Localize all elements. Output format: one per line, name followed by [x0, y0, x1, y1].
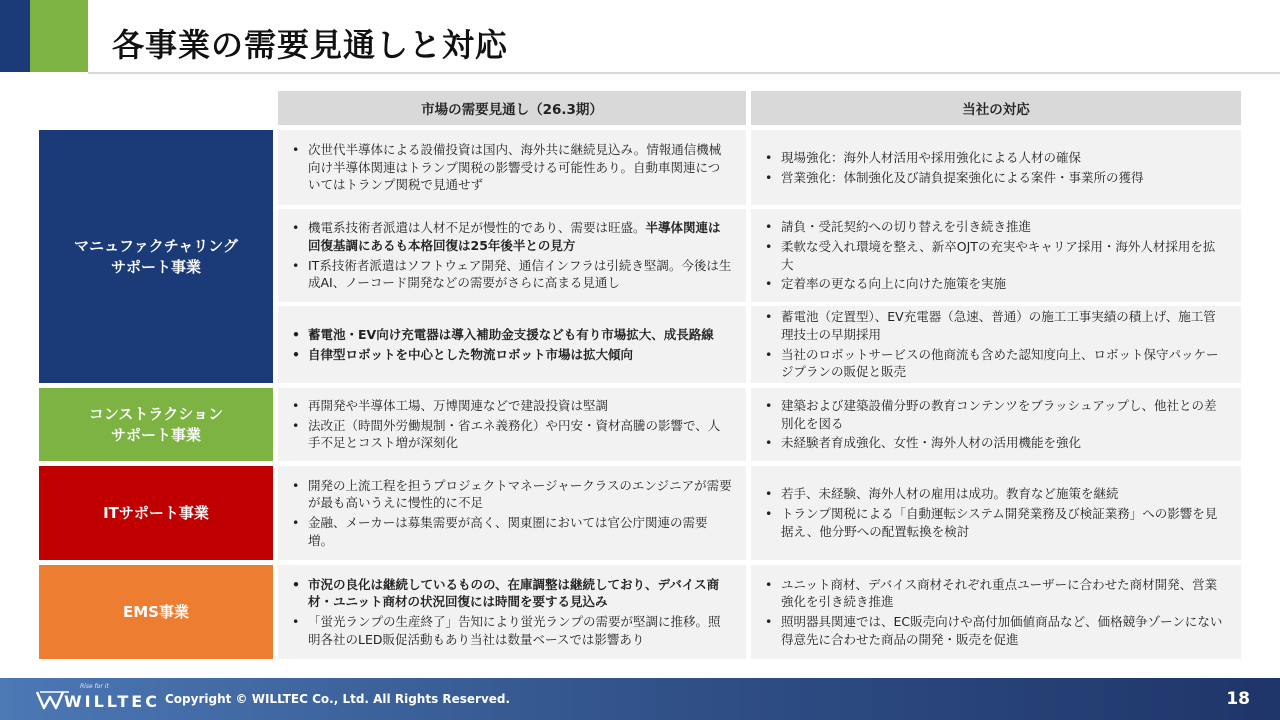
page-title: 各事業の需要見通しと対応 [112, 26, 509, 64]
list-item: • 当社のロボットサービスの他商流も含めた認知度向上、ロボット保守パッケージプランの販促と販売 [781, 346, 1227, 382]
list-item: • 請負・受託契約への切り替えを引き続き推進 [781, 218, 1227, 236]
page-number: 18 [1226, 689, 1250, 709]
list-item: • 現場強化：海外人材活用や採用強化による人材の確保 [781, 149, 1227, 167]
category-construction: コンストラクション サポート事業 [39, 388, 273, 461]
list-item-emphasis: 半導体関連は回復基調にあるも本格回復は25年後半との見方 [308, 220, 721, 253]
response-cell [751, 306, 1241, 383]
response-cell [751, 209, 1241, 302]
header-company-response: 当社の対応 [751, 91, 1241, 125]
list-item: • IT系技術者派遣はソフトウェア開発、通信インフラは引続き堅調。今後は生成AI、ノーコード開発などの需要がさらに高まる見通し [308, 257, 732, 293]
list-item: • 自律型ロボットを中心とした物流ロボット市場は拡大傾向 [308, 346, 732, 364]
outlook-cell [278, 565, 746, 659]
response-cell [751, 565, 1241, 659]
footer-bar [0, 678, 1280, 720]
list-item: • 次世代半導体による設備投資は国内、海外共に継続見込み。情報通信機械向け半導体関連はトランプ関税の影響受ける可能性あり。自動車関連についてはトランプ関税で見通せず [308, 141, 732, 194]
list-item: • 照明器具関連では、EC販売向けや高付加価値商品など、価格競争ゾーンにない得意先に合わせた商品の開発・販売を促進 [781, 613, 1227, 649]
list-item: • ユニット商材、デバイス商材それぞれ重点ユーザーに合わせた商材開発、営業強化を引き続き推進 [781, 576, 1227, 612]
list-item: • 建築および建築設備分野の教育コンテンツをブラッシュアップし、他社との差別化を図る [781, 397, 1227, 433]
list-item: • 金融、メーカーは募集需要が高く、関東圏においては官公庁関連の需要増。 [308, 514, 732, 550]
logo-tagline: Rise for it [80, 683, 109, 690]
list-item: • 法改正（時間外労働規制・省エネ義務化）や円安・資材高騰の影響で、人手不足とコスト増が深刻化 [308, 417, 732, 453]
list-item: • 開発の上流工程を担うプロジェクトマネージャークラスのエンジニアが需要が最も高いうえに慢性的に不足 [308, 477, 732, 513]
list-item-text: 機電系技術者派遣は人材不足が慢性的であり、需要は旺盛。 [308, 220, 646, 235]
title-divider [88, 72, 1280, 74]
list-item: • 「蛍光ランプの生産終了」告知により蛍光ランプの需要が堅調に推移。照明各社のLED販促活動もあり当社は数量ベースでは影響あり [308, 613, 732, 649]
list-item: • 再開発や半導体工場、万博関連などで建設投資は堅調 [308, 397, 732, 415]
outlook-cell [278, 388, 746, 461]
response-cell [751, 130, 1241, 205]
list-item: • 若手、未経験、海外人材の雇用は成功。教育など施策を継続 [781, 485, 1227, 503]
list-item [308, 219, 732, 255]
outlook-cell [278, 209, 746, 302]
list-item: • 定着率の更なる向上に向けた施策を実施 [781, 275, 1227, 293]
outlook-cell [278, 306, 746, 383]
category-it: ITサポート事業 [39, 466, 273, 560]
list-item: • 未経験者育成強化、女性・海外人材の活用機能を強化 [781, 434, 1227, 452]
header-market-outlook: 市場の需要見通し（26.3期） [278, 91, 746, 125]
category-manufacturing: マニュファクチャリング サポート事業 [39, 130, 273, 383]
title-accent-green [30, 0, 88, 72]
outlook-cell [278, 466, 746, 560]
logo-wordmark: WILLTEC [64, 692, 160, 711]
list-item: • 蓄電池・EV向け充電器は導入補助金支援なども有り市場拡大、成長路線 [308, 326, 732, 344]
response-cell [751, 466, 1241, 560]
list-item: • 蓄電池（定置型）、EV充電器（急速、普通）の施工工事実績の積上げ、施工管理技士の早期採用 [781, 308, 1227, 344]
title-accent-navy [0, 0, 30, 72]
category-ems: EMS事業 [39, 565, 273, 659]
list-item: • 柔軟な受入れ環境を整え、新卒OJTの充実やキャリア採用・海外人材採用を拡大 [781, 238, 1227, 274]
response-cell [751, 388, 1241, 461]
copyright-text: Copyright © WILLTEC Co., Ltd. All Rights Reserved. [165, 692, 511, 706]
list-item: • トランプ関税による「自動運転システム開発業務及び検証業務」への影響を見据え、他分野への配置転換を検討 [781, 505, 1227, 541]
list-item: • 営業強化：体制強化及び請負提案強化による案件・事業所の獲得 [781, 169, 1227, 187]
list-item: • 市況の良化は継続しているものの、在庫調整は継続しており、デバイス商材・ユニット商材の状況回復には時間を要する見込み [308, 576, 732, 612]
outlook-cell [278, 130, 746, 205]
